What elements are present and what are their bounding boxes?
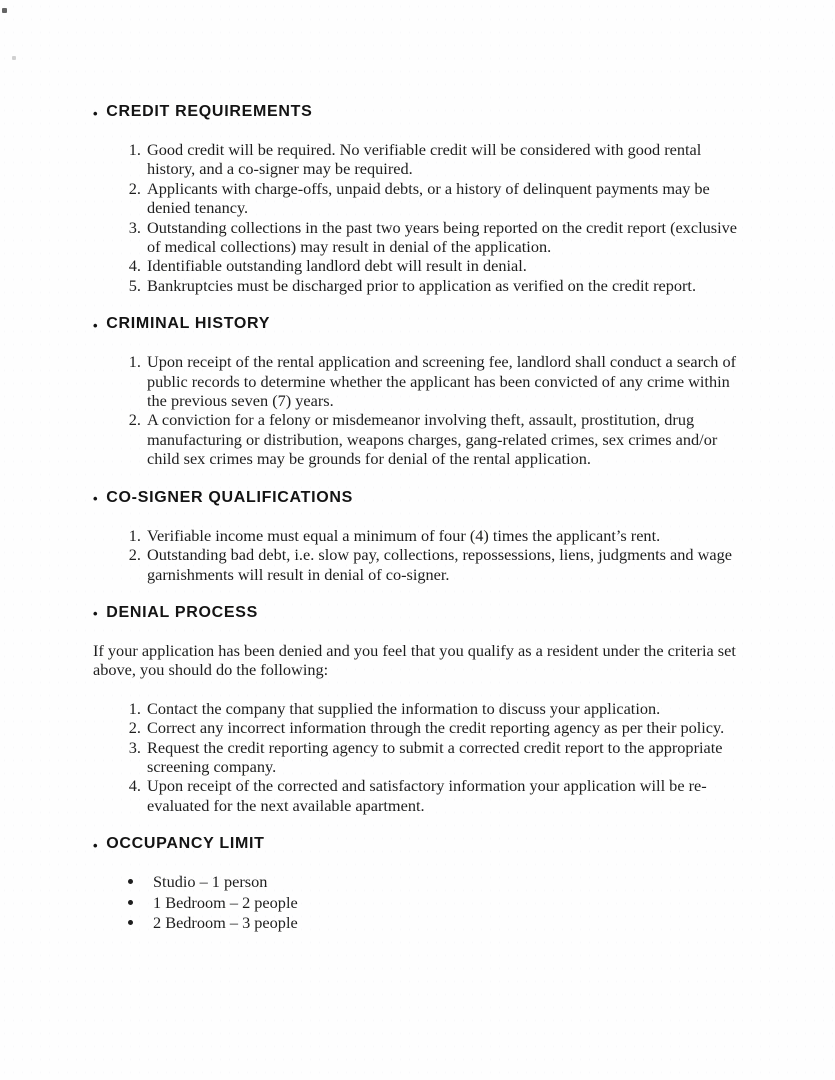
- list-item: • 2 Bedroom – 3 people: [145, 913, 740, 933]
- list-item: 5. Bankruptcies must be discharged prior to application as verified on the credit report.: [145, 276, 740, 295]
- list-item: 1. Contact the company that supplied the information to discuss your application.: [145, 699, 740, 718]
- bullet-icon: •: [93, 105, 99, 121]
- list-item: • 1 Bedroom – 2 people: [145, 893, 740, 913]
- numbered-list: [93, 699, 740, 815]
- numbered-list: [93, 140, 740, 295]
- section-heading-label: OCCUPANCY LIMIT: [106, 835, 265, 853]
- document-section: [93, 835, 740, 933]
- list-item: 4. Upon receipt of the corrected and satisfactory information your application will be re-evaluated for the next available apartment.: [145, 776, 740, 815]
- bullet-icon: •: [93, 606, 99, 622]
- list-item: 1. Upon receipt of the rental application and screening fee, landlord shall conduct a search of public records to determine whether the applicant has been convicted of any crime within the previous seven (7) years.: [145, 352, 740, 410]
- list-item: 4. Identifiable outstanding landlord debt will result in denial.: [145, 256, 740, 275]
- document-section: [93, 604, 740, 815]
- list-item: 2. Correct any incorrect information through the credit reporting agency as per their policy.: [145, 718, 740, 737]
- section-heading: [93, 315, 740, 333]
- numbered-list: [93, 352, 740, 468]
- list-item: 1. Verifiable income must equal a minimum of four (4) times the applicant’s rent.: [145, 526, 740, 545]
- document-section: [93, 103, 740, 295]
- document-section: [93, 489, 740, 584]
- section-heading-label: CO-SIGNER QUALIFICATIONS: [106, 488, 353, 506]
- section-intro-paragraph: If your application has been denied and you feel that you qualify as a resident under the criteria set above, you should do the following:: [93, 640, 736, 680]
- section-heading-label: CRIMINAL HISTORY: [106, 315, 271, 333]
- bullet-icon: •: [93, 491, 99, 507]
- document-section: [93, 315, 740, 468]
- list-item: 3. Outstanding collections in the past two years being reported on the credit report (exclusive of medical collections) may result in denial of the application.: [145, 218, 740, 257]
- section-heading-label: CREDIT REQUIREMENTS: [106, 103, 313, 120]
- section-heading: [93, 835, 740, 853]
- bullet-icon: •: [93, 837, 99, 853]
- list-item: 2. A conviction for a felony or misdemeanor involving theft, assault, prostitution, drug manufacturing or distribution, weapons charges, gang-related crimes, sex crimes and/or child sex crimes may be grounds for denial of the rental application.: [145, 410, 740, 468]
- list-item: 3. Request the credit reporting agency to submit a corrected credit report to the appropriate screening company.: [145, 738, 740, 777]
- list-item: 1. Good credit will be required. No verifiable credit will be considered with good rental history, and a co-signer may be required.: [145, 140, 740, 179]
- bullet-icon: •: [93, 317, 99, 333]
- list-item: 2. Outstanding bad debt, i.e. slow pay, collections, repossessions, liens, judgments and wage garnishments will result in denial of co-signer.: [145, 545, 740, 584]
- bullet-list: [93, 872, 740, 933]
- section-heading-label: DENIAL PROCESS: [106, 603, 259, 621]
- section-heading: [93, 103, 740, 121]
- list-item: • Studio – 1 person: [145, 872, 740, 892]
- section-heading: [93, 604, 740, 622]
- list-item: 2. Applicants with charge-offs, unpaid debts, or a history of delinquent payments may be denied tenancy.: [145, 179, 740, 218]
- numbered-list: [93, 526, 740, 584]
- section-heading: [93, 489, 740, 507]
